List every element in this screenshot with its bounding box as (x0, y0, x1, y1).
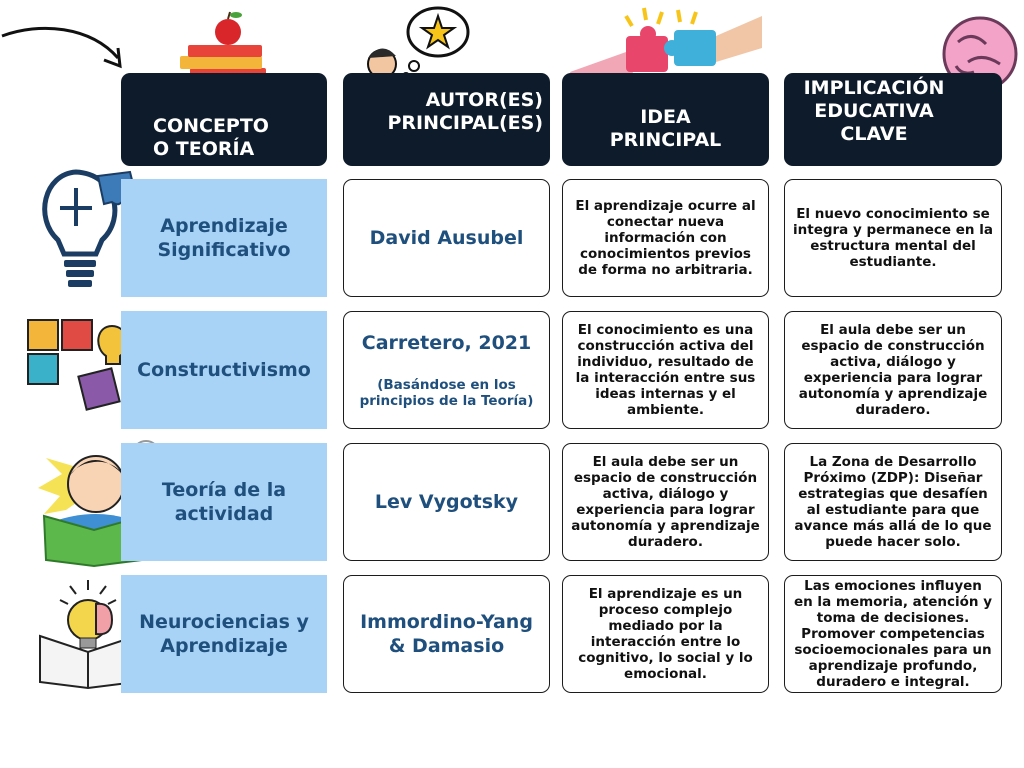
idea-text: El aula debe ser un espacio de construcción activa, diálogo y experiencia para lograr autonomía y aprendizaje duradero. (571, 454, 760, 550)
implication-cell (784, 311, 1002, 429)
header-author-label: AUTOR(ES) PRINCIPAL(ES) (387, 88, 543, 134)
header-idea-label: IDEA PRINCIPAL (609, 105, 722, 151)
author-cell (343, 443, 550, 561)
idea-text: El conocimiento es una construcción activa del individuo, resultado de la interacción entre sus ideas internas y el ambiente. (575, 322, 756, 418)
idea-cell (562, 443, 769, 561)
author-note: (Basándose en los principios de la Teoría) (359, 377, 534, 409)
implication-cell (784, 443, 1002, 561)
puzzle-bulb-icon (26, 316, 136, 416)
implication-text: El aula debe ser un espacio de construcción activa, diálogo y experiencia para lograr autonomía y aprendizaje duradero. (798, 322, 988, 418)
header-concept-label: CONCEPTO O TEORÍA (153, 114, 269, 160)
arrow-icon (0, 22, 130, 72)
implication-cell (784, 179, 1002, 297)
concept-cell (121, 179, 327, 297)
idea-cell (562, 575, 769, 693)
idea-cell (562, 179, 769, 297)
header-author (343, 73, 550, 166)
idea-text: El aprendizaje ocurre al conectar nueva información con conocimientos previos de forma no arbitraria. (575, 198, 756, 278)
concept-cell (121, 443, 327, 561)
implication-cell (784, 575, 1002, 693)
implication-text: El nuevo conocimiento se integra y permanece en la estructura mental del estudiante. (793, 206, 993, 270)
concept-label: Constructivismo (137, 359, 311, 381)
concept-cell (121, 575, 327, 693)
concept-cell (121, 311, 327, 429)
author-label: David Ausubel (369, 227, 524, 249)
author-cell (343, 575, 550, 693)
idea-cell (562, 311, 769, 429)
concept-label: Neurociencias y Aprendizaje (139, 611, 309, 657)
author-cell (343, 179, 550, 297)
header-concept (121, 73, 327, 166)
header-implication (784, 73, 1002, 166)
header-implication-label: IMPLICACIÓN EDUCATIVA CLAVE (803, 77, 945, 145)
author-label: Lev Vygotsky (374, 491, 519, 513)
idea-text: El aprendizaje es un proceso complejo mediado por la interacción entre lo cognitivo, lo social y lo emocional. (578, 586, 753, 682)
concept-label: Aprendizaje Significativo (157, 215, 291, 261)
header-idea (562, 73, 769, 166)
author-label: Carretero, 2021 (361, 332, 532, 354)
implication-text: Las emociones influyen en la memoria, atención y toma de decisiones. Promover competencias socioemocionales para un aprendizaje profundo, duradero e integral. (793, 578, 993, 690)
concept-label: Teoría de la actividad (161, 479, 287, 525)
implication-text: La Zona de Desarrollo Próximo (ZDP): Diseñar estrategias que desafíen al estudiante para que avance más allá de lo que puede hacer solo. (794, 454, 992, 550)
author-cell (343, 311, 550, 429)
author-label: Immordino-Yang & Damasio (360, 611, 533, 657)
